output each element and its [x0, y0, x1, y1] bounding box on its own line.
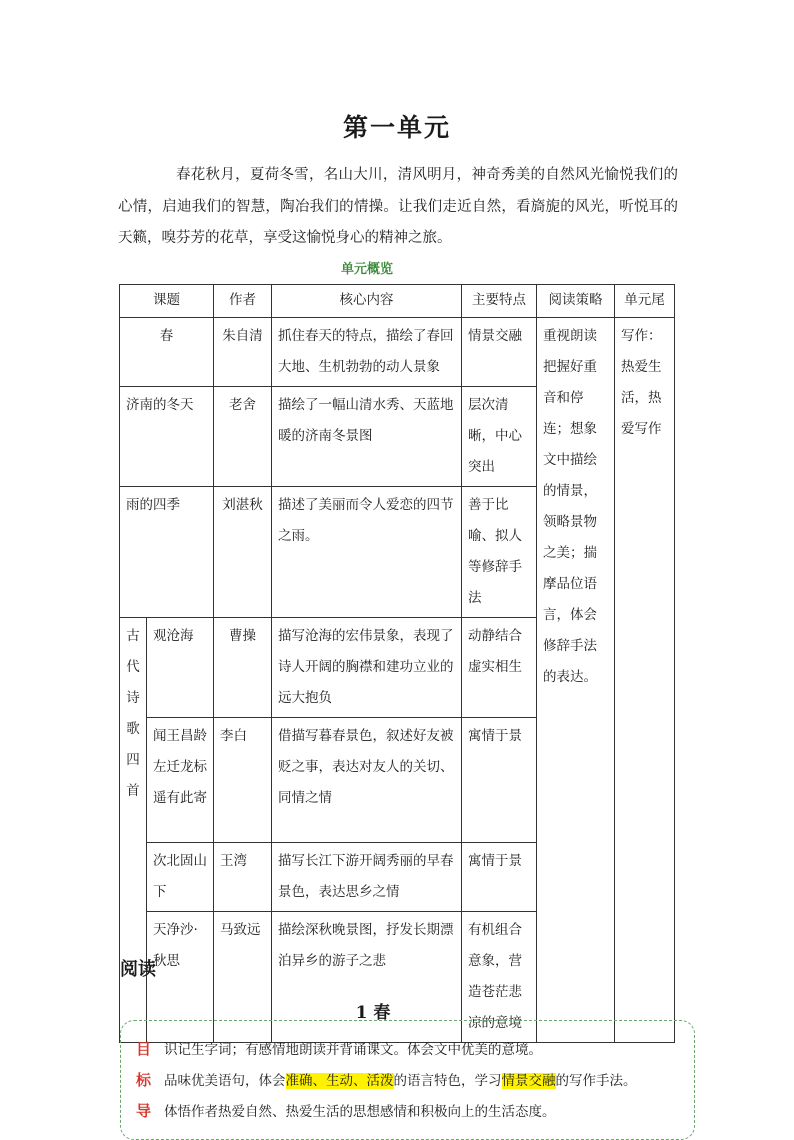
- feature-cell: 有机组合意象，营造苍茫悲凉的意境: [462, 912, 537, 1043]
- lesson-title-cell: 闻王昌龄左迁龙标遥有此寄: [147, 718, 214, 843]
- author-cell: 李白: [214, 718, 272, 843]
- goal-key: 目: [136, 1040, 152, 1058]
- feature-cell: 情景交融: [462, 318, 537, 387]
- goal-key: 导: [136, 1102, 152, 1120]
- goal-line: [136, 1100, 556, 1121]
- content-cell: 借描写暮春景色，叙述好友被贬之事，表达对友人的关切、同情之情: [272, 718, 462, 843]
- header-feature: 主要特点: [462, 285, 537, 318]
- goal-text: 识记生字词；有感情地朗读并背诵课文。体会文中优美的意境。: [164, 1042, 542, 1058]
- goal-text: 品味优美语句，体会: [164, 1073, 286, 1089]
- content-cell: 描绘深秋晚景图，抒发长期漂泊异乡的游子之悲: [272, 912, 462, 1043]
- header-strategy: 阅读策略: [537, 285, 615, 318]
- strategy-cell: 重视朗读把握好重音和停连；想象文中描绘的情景，领略景物之美；揣摩品位语言，体会修辞手法的表达。: [537, 318, 615, 1043]
- lesson-title-cell: 济南的冬天: [120, 387, 214, 487]
- content-cell: 描述了美丽而令人爱恋的四节之雨。: [272, 487, 462, 618]
- author-cell: 马致远: [214, 912, 272, 1043]
- highlighted-phrase: 准确、生动、活泼: [285, 1073, 394, 1089]
- goal-key: 标: [136, 1071, 152, 1089]
- poem-group-label: 古代诗歌四首: [120, 618, 147, 1043]
- intro-paragraph: 春花秋月，夏荷冬雪，名山大川，清风明月，神奇秀美的自然风光愉悦我们的心情，启迪我们的智慧，陶冶我们的情操。让我们走近自然，看旖旎的风光，听悦耳的天籁，嗅芬芳的花草，享受这愉悦身心的精神之旅。: [118, 167, 678, 246]
- feature-cell: 动静结合虚实相生: [462, 618, 537, 718]
- author-cell: 刘湛秋: [214, 487, 272, 618]
- goal-text: 的写作手法。: [555, 1073, 637, 1089]
- feature-cell: 寓情于景: [462, 718, 537, 843]
- content-cell: 描写沧海的宏伟景象，表现了诗人开阔的胸襟和建功立业的远大抱负: [272, 618, 462, 718]
- lesson-title-cell: 观沧海: [147, 618, 214, 718]
- lesson-title: 1 春: [355, 1003, 391, 1023]
- feature-cell: 寓情于景: [462, 843, 537, 912]
- goal-text: 体悟作者热爱自然、热爱生活的思想感情和积极向上的生活态度。: [164, 1104, 556, 1120]
- goal-text: 的语言特色，学习: [393, 1073, 502, 1089]
- lesson-title-cell: 天净沙·秋思: [147, 912, 214, 1043]
- author-cell: 朱自清: [214, 318, 272, 387]
- header-unit-end: 单元尾: [615, 285, 675, 318]
- table-row: [120, 318, 675, 387]
- lesson-title-cell: 春: [120, 318, 214, 387]
- feature-cell: 层次清晰，中心突出: [462, 387, 537, 487]
- header-title: 课题: [120, 285, 214, 318]
- overview-table: [119, 284, 675, 1043]
- page-title: 第一单元: [342, 113, 451, 142]
- table-header-row: [120, 285, 675, 318]
- unit-end-cell: 写作：热爱生活，热爱写作: [615, 318, 675, 1043]
- content-cell: 描绘了一幅山清水秀、天蓝地暖的济南冬景图: [272, 387, 462, 487]
- author-cell: 王湾: [214, 843, 272, 912]
- goal-line: [136, 1038, 542, 1059]
- overview-caption: 单元概览: [340, 262, 393, 277]
- header-author: 作者: [214, 285, 272, 318]
- content-cell: 抓住春天的特点，描绘了春回大地、生机勃勃的动人景象: [272, 318, 462, 387]
- highlighted-phrase: 情景交融: [501, 1073, 556, 1089]
- lesson-title-cell: 雨的四季: [120, 487, 214, 618]
- goal-line: [136, 1069, 637, 1090]
- lesson-title-cell: 次北固山下: [147, 843, 214, 912]
- header-content: 核心内容: [272, 285, 462, 318]
- author-cell: 老舍: [214, 387, 272, 487]
- author-cell: 曹操: [214, 618, 272, 718]
- content-cell: 描写长江下游开阔秀丽的早春景色，表达思乡之情: [272, 843, 462, 912]
- feature-cell: 善于比喻、拟人等修辞手法: [462, 487, 537, 618]
- section-heading: 阅读: [120, 959, 156, 980]
